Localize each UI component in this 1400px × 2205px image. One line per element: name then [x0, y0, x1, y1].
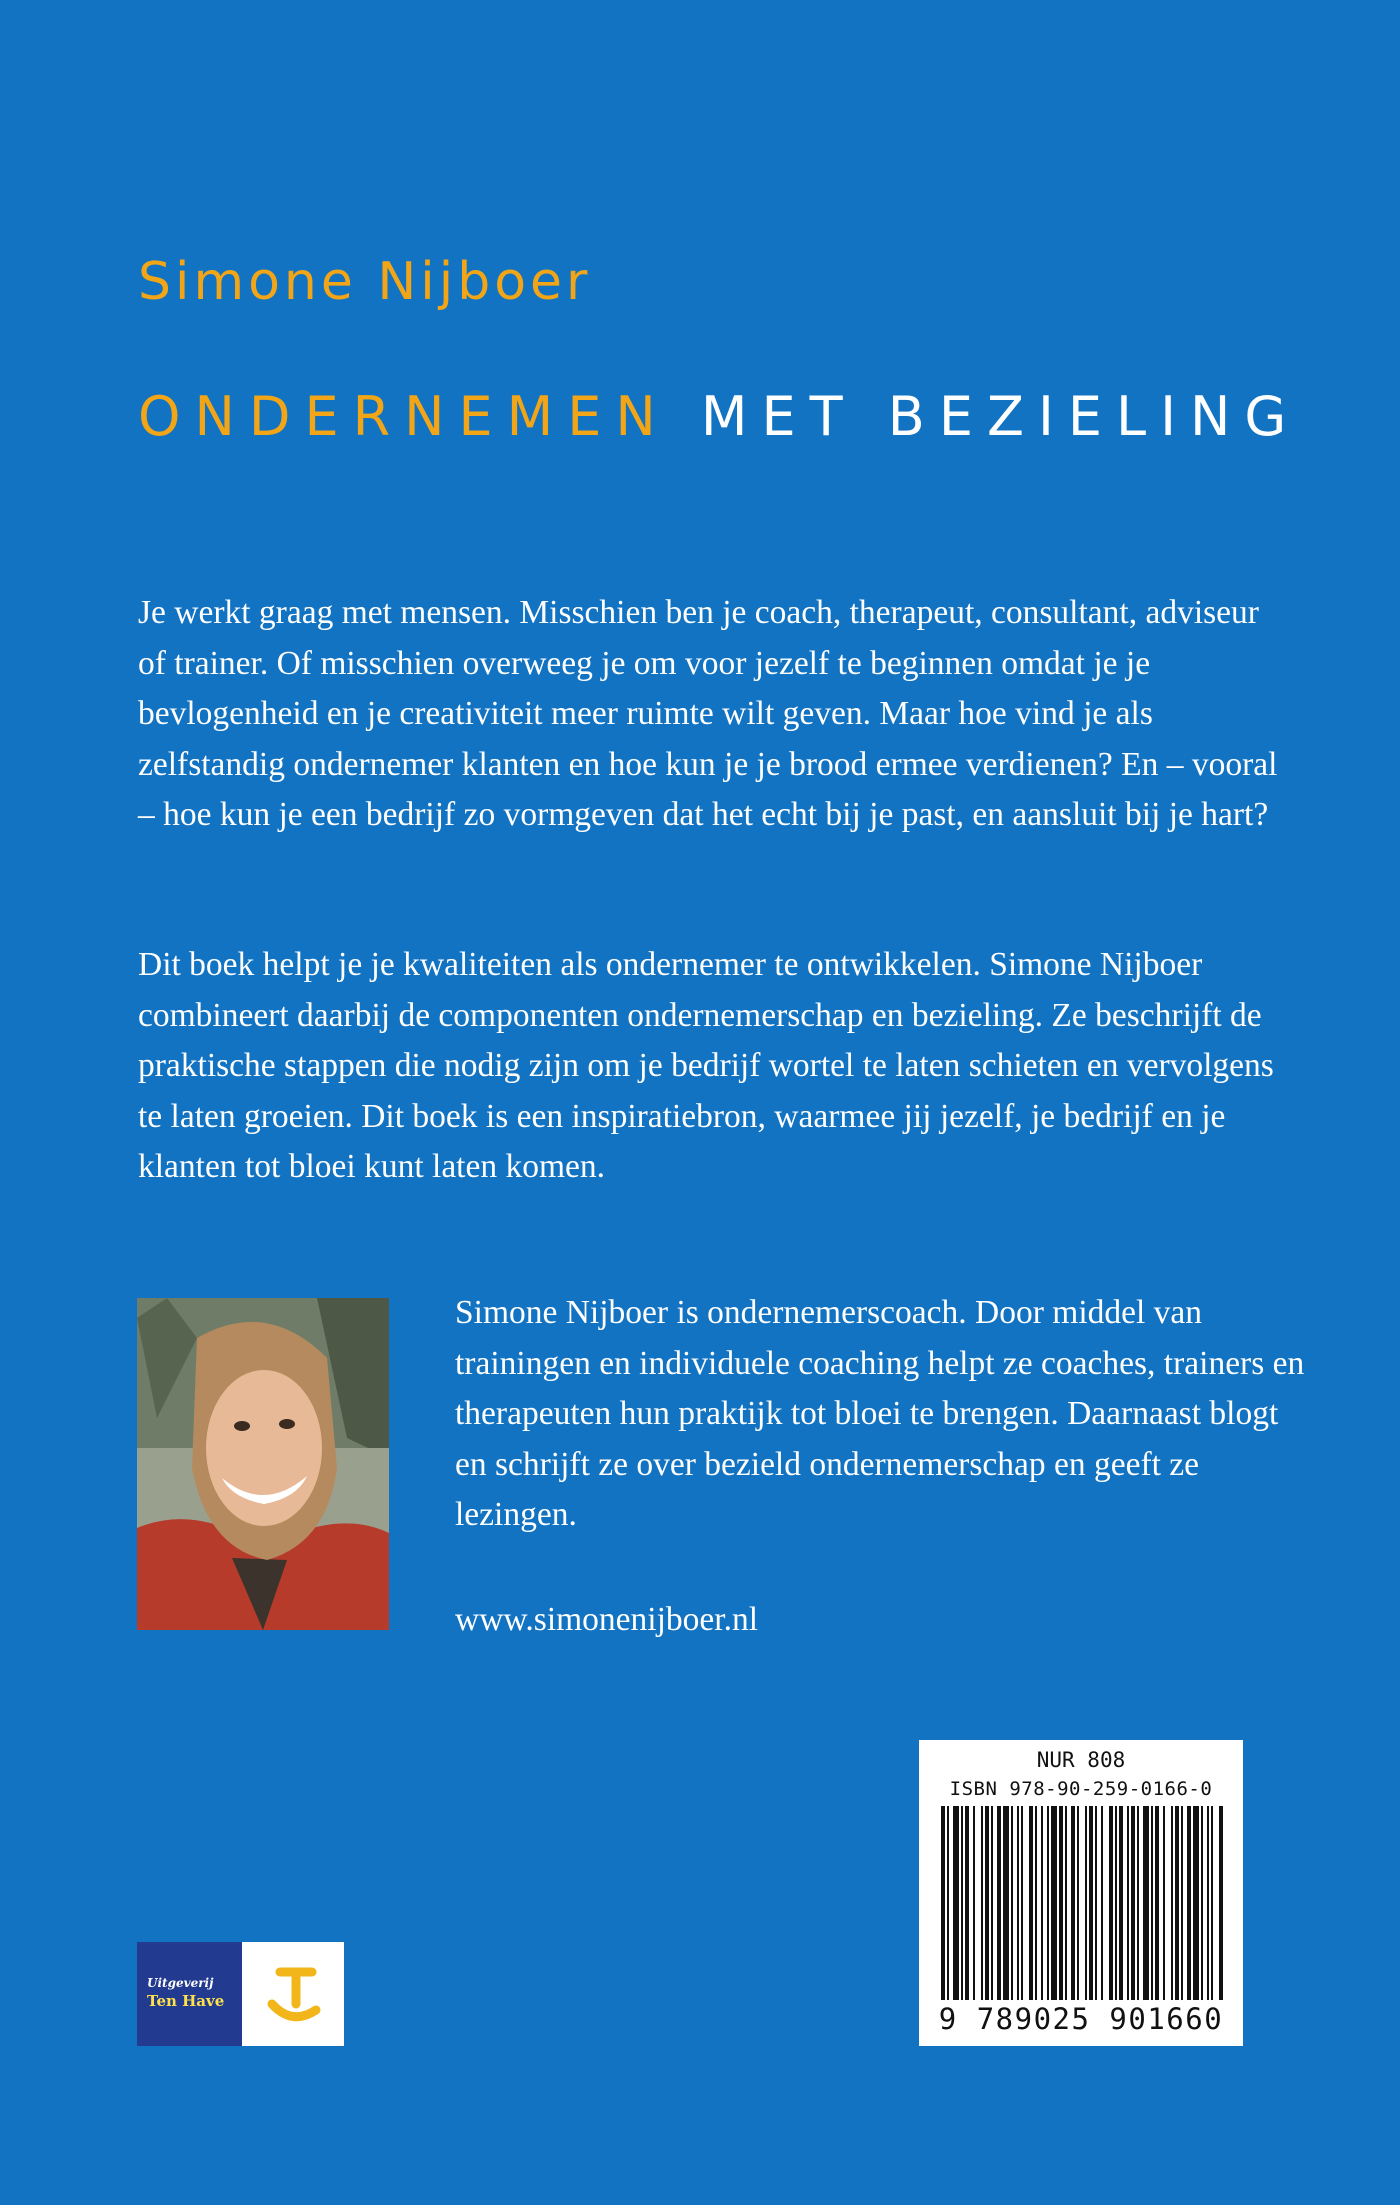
barcode-bar	[961, 1806, 963, 2000]
publisher-name-line-1: Uitgeverij	[147, 1976, 214, 1990]
barcode-bar	[1021, 1806, 1023, 2000]
publisher-name-line-2: Ten Have	[147, 1992, 225, 2010]
barcode-bar	[1041, 1806, 1043, 2000]
barcode-bar	[1119, 1806, 1123, 2000]
barcode-bar	[985, 1806, 989, 2000]
barcode-bar	[1011, 1806, 1013, 2000]
barcode-bar	[1193, 1806, 1199, 2000]
barcode-bar	[1211, 1806, 1213, 2000]
barcode-bar	[1051, 1806, 1057, 2000]
barcode-bar	[1089, 1806, 1093, 2000]
author-bio: Simone Nijboer is ondernemerscoach. Door middel van trainingen en individuele coaching helpt ze coaches, trainers en therapeuten hun praktijk tot bloei te brengen. Daarnaast blogt en schrijft ze over bezield ondernemerschap en geeft ze lezingen.	[455, 1294, 1305, 1533]
book-title	[138, 385, 1300, 448]
nur-code: NUR 808	[1036, 1748, 1126, 1772]
website-link[interactable]: www.simonenijboer.nl	[455, 1601, 759, 1638]
barcode-bar	[1137, 1806, 1139, 2000]
barcode-bar	[1187, 1806, 1191, 2000]
barcode-bar	[1065, 1806, 1067, 2000]
barcode-bar	[1059, 1806, 1063, 2000]
barcode-bar	[1131, 1806, 1135, 2000]
barcode-bar	[1029, 1806, 1033, 2000]
barcode-bar	[953, 1806, 959, 2000]
title-part-2: MET BEZIELING	[700, 385, 1301, 448]
barcode-bar	[981, 1806, 983, 2000]
publisher-logo	[137, 1942, 344, 2046]
barcode-bar	[941, 1806, 945, 2000]
barcode-bar	[1201, 1806, 1203, 2000]
isbn-barcode	[919, 1740, 1243, 2046]
barcode-bar	[1219, 1806, 1223, 2000]
barcode-bar	[991, 1806, 993, 2000]
barcode-bar	[1127, 1806, 1129, 2000]
barcode-bar	[1181, 1806, 1183, 2000]
barcode-bar	[1115, 1806, 1117, 2000]
barcode-bar	[1047, 1806, 1049, 2000]
barcode-bar	[1003, 1806, 1009, 2000]
title-part-1: ONDERNEMEN	[138, 385, 670, 448]
barcode-bar	[1151, 1806, 1153, 2000]
author-photo	[137, 1298, 389, 1630]
author-name: Simone Nijboer	[138, 252, 592, 312]
barcode-bar	[1077, 1806, 1079, 2000]
barcode-bars	[941, 1806, 1223, 2000]
barcode-bar	[1071, 1806, 1075, 2000]
barcode-bar	[1207, 1806, 1209, 2000]
barcode-bar	[965, 1806, 969, 2000]
barcode-bar	[1035, 1806, 1037, 2000]
isbn-number: ISBN 978-90-259-0166-0	[949, 1778, 1213, 1800]
barcode-bar	[1017, 1806, 1019, 2000]
barcode-bar	[1171, 1806, 1173, 2000]
barcode-bar	[1175, 1806, 1179, 2000]
barcode-bar	[1085, 1806, 1087, 2000]
barcode-bar	[1155, 1806, 1159, 2000]
barcode-bar	[1095, 1806, 1097, 2000]
barcode-bar	[997, 1806, 1001, 2000]
blurb-paragraph-2: Dit boek helpt je je kwaliteiten als ondernemer te ontwikkelen. Simone Nijboer combineert daarbij de componenten ondernemerschap en bezieling. Ze beschrijft de praktische stappen die nodig zijn om je bedrijf wortel te laten schieten en vervolgens te laten groeien. Dit boek is een inspiratiebron, waarmee jij jezelf, je bedrijf en je klanten tot bloei kunt laten komen.	[138, 946, 1274, 1185]
barcode-bar	[1143, 1806, 1149, 2000]
barcode-bar	[1101, 1806, 1103, 2000]
barcode-digits: 9 789025 901660	[938, 2002, 1224, 2036]
blurb-paragraph-1: Je werkt graag met mensen. Misschien ben je coach, therapeut, consultant, adviseur of trainer. Of misschien overweeg je om voor jezelf te beginnen omdat je je bevlogenheid en je creativiteit meer ruimte wilt geven. Maar hoe vind je als zelfstandig ondernemer klanten en hoe kun je je brood ermee verdienen? En – vooral – hoe kun je een bedrijf zo vormgeven dat het echt bij je past, en aansluit bij je hart?	[138, 594, 1278, 833]
barcode-bar	[1163, 1806, 1165, 2000]
barcode-bar	[973, 1806, 975, 2000]
barcode-bar	[947, 1806, 949, 2000]
publisher-emblem-icon	[242, 1942, 344, 2046]
barcode-bar	[1109, 1806, 1113, 2000]
publisher-logo-text-block	[137, 1942, 242, 2046]
